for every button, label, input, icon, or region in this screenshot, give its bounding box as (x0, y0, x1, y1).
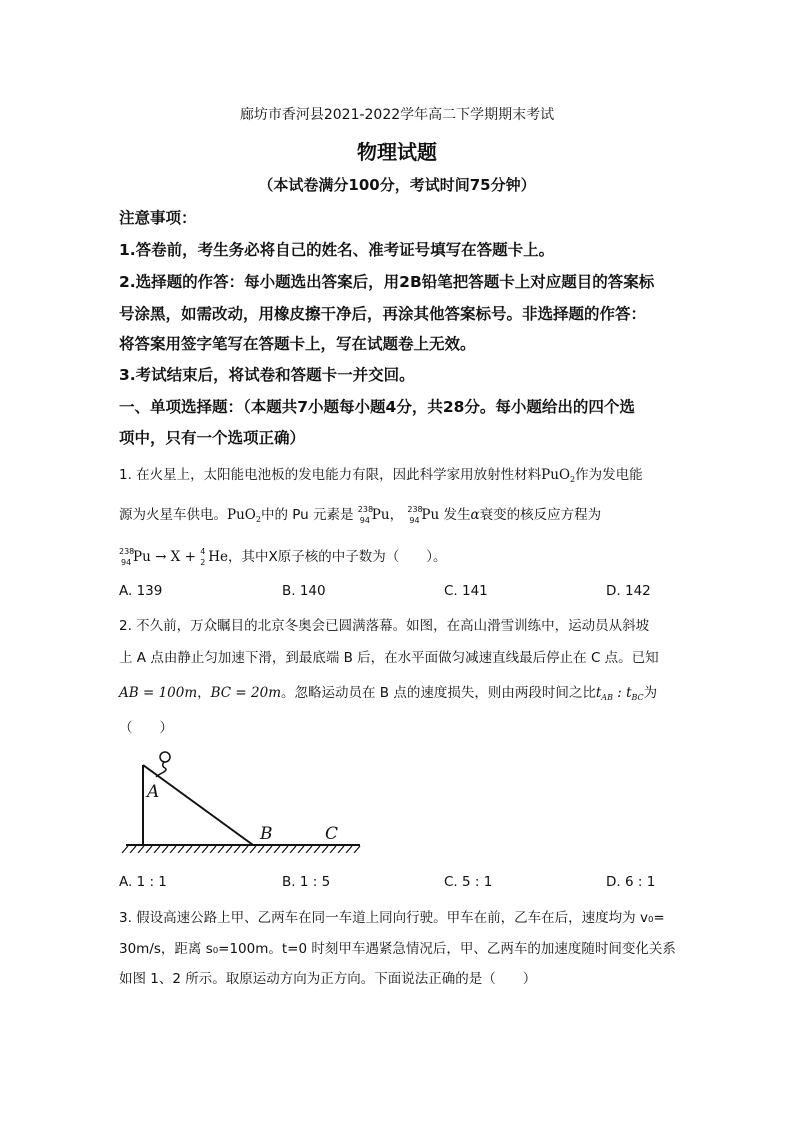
q3-line3: 如图 1、2 所示。取原运动方向为正方向。下面说法正确的是（ ） (119, 971, 537, 987)
section-heading-line2: 项中，只有一个选项正确） (119, 429, 306, 447)
q2-option-a: A. 1 : 1 (119, 874, 167, 890)
q1-line2: 源为火星车供电。PuO$_2$中的 Pu 元素是 238 94 Pu， 238 94 Pu 发生α衰变的核反应方程为 (119, 505, 602, 525)
label-b: B (260, 824, 273, 844)
q1-line3: 238 94 Pu → X + 4 2 He，其中X原子核的中子数为（ ）。 (119, 547, 447, 567)
skier-icon (156, 752, 170, 777)
instruction-item-1: 1.答卷前，考生务必将自己的姓名、准考证号填写在答题卡上。 (119, 241, 555, 259)
q3-line1: 3. 假设高速公路上甲、乙两车在同一车道上同向行驶。甲车在前，乙车在后，速度均为 v₀= (119, 910, 665, 926)
q1-option-c: C. 141 (444, 583, 488, 599)
section-heading-line1: 一、单项选择题：（本题共7小题每小题4分，共28分。每小题给出的四个选 (119, 398, 635, 416)
q2-line3: AB = 100m，BC = 20m。忽略运动员在 B 点的速度损失，则由两段时间之比$t_{AB}$ : $t_{BC}$为 (119, 685, 658, 702)
q1-option-b: B. 140 (282, 583, 326, 599)
slope-incline (143, 765, 253, 845)
q3-line2: 30m/s，距离 s₀=100m。t=0 时刻甲车遇紧急情况后，甲、乙两车的加速度随时间变化关系 (119, 941, 676, 957)
q2-line1: 2. 不久前，万众瞩目的北京冬奥会已圆满落幕。如图，在高山滑雪训练中，运动员从斜坡 (119, 618, 650, 634)
q2-option-b: B. 1 : 5 (282, 874, 331, 890)
q2-line2: 上 A 点由静止匀加速下滑，到最底端 B 后，在水平面做匀减速直线最后停止在 C 点。已知 (119, 650, 659, 666)
q1-line1: 1. 在火星上，太阳能电池板的发电能力有限，因此科学家用放射性材料PuO$_2$作为发电能 (119, 467, 643, 484)
q2-option-d: D. 6 : 1 (606, 874, 656, 890)
slope-figure (118, 745, 368, 860)
instruction-item-2-line3: 将答案用签字笔写在答题卡上，写在试题卷上无效。 (119, 335, 476, 353)
exam-subtitle: 廊坊市香河县2021-2022学年高二下学期期末考试 (239, 107, 555, 123)
exam-note: （本试卷满分100分，考试时间75分钟） (258, 176, 536, 194)
label-c: C (325, 824, 339, 844)
q2-line4: （ ） (119, 720, 173, 736)
instruction-item-3: 3.考试结束后，将试卷和答题卡一并交回。 (119, 366, 415, 384)
q1-option-d: D. 142 (606, 583, 651, 599)
instruction-item-2-line1: 2.选择题的作答：每小题选出答案后，用2B铅笔把答题卡上对应题目的答案标 (119, 273, 655, 291)
instructions-heading: 注意事项： (119, 209, 197, 227)
ground-hatching (122, 846, 360, 853)
q2-option-c: C. 5 : 1 (444, 874, 493, 890)
exam-title: 物理试题 (357, 140, 437, 164)
q1-option-a: A. 139 (119, 583, 163, 599)
label-a: A (147, 782, 160, 802)
instruction-item-2-line2: 号涂黑，如需改动，用橡皮擦干净后，再涂其他答案标号。非选择题的作答： (119, 305, 647, 323)
